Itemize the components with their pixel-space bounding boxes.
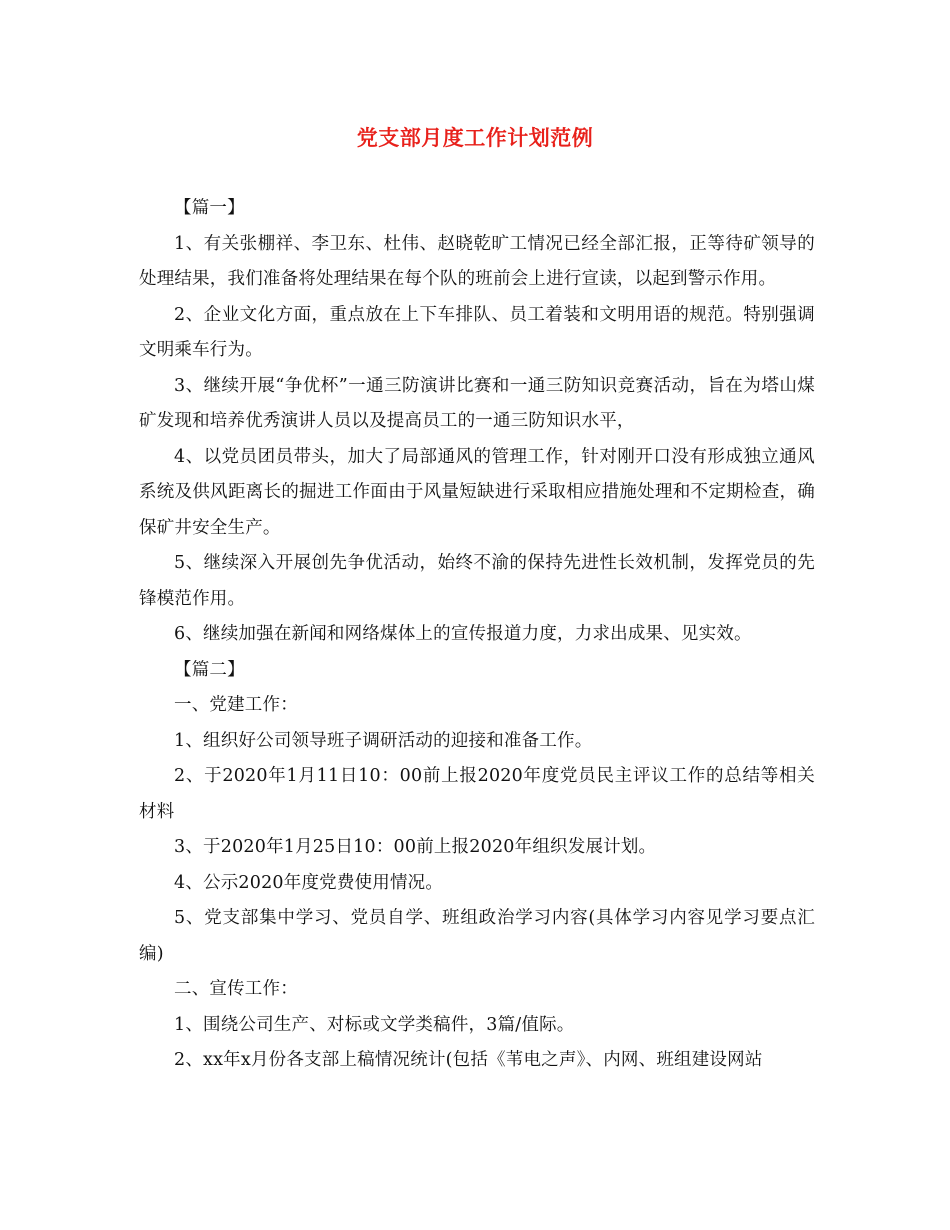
paragraph: 5、党支部集中学习、党员自学、班组政治学习内容(具体学习内容见学习要点汇编) [139, 908, 815, 964]
subsection-heading: 一、党建工作： [174, 695, 298, 715]
paragraph: 1、组织好公司领导班子调研活动的迎接和准备工作。 [174, 730, 593, 751]
paragraph: 3、继续开展“争优杯”一通三防演讲比赛和一通三防知识竞赛活动，旨在为塔山煤矿发现和培养优秀演讲人员以及提高员工的一通三防知识水平， [139, 375, 815, 431]
paragraph: 2、xx年x月份各支部上稿情况统计(包括《苇电之声》、内网、班组建设网站 [174, 1050, 763, 1070]
paragraph: 6、继续加强在新闻和网络煤体上的宣传报道力度，力求出成果、见实效。 [174, 624, 752, 644]
subsection-heading: 二、宣传工作： [174, 979, 298, 999]
paragraph: 4、公示2020年度党费使用情况。 [174, 872, 444, 893]
section-heading-1: 【篇一】 [174, 198, 245, 218]
section-heading-2: 【篇二】 [174, 659, 245, 680]
paragraph: 1、围绕公司生产、对标或文学类稿件，3篇/值际。 [174, 1014, 575, 1035]
paragraph: 5、继续深入开展创先争优活动，始终不渝的保持先进性长效机制，发挥党员的先锋模范作用。 [139, 553, 815, 609]
paragraph: 4、以党员团员带头，加大了局部通风的管理工作，针对刚开口没有形成独立通风系统及供风距离长的掘进工作面由于风量短缺进行采取相应措施处理和不定期检查，确保矿井安全生产。 [139, 446, 815, 538]
paragraph: 2、企业文化方面，重点放在上下车排队、员工着装和文明用语的规范。特别强调文明乘车行为。 [139, 304, 815, 360]
paragraph: 3、于2020年1月25日10：00前上报2020年组织发展计划。 [174, 837, 657, 857]
document-body [139, 191, 815, 1079]
document-title: 党支部月度工作计划范例 [356, 126, 594, 150]
paragraph: 2、于2020年1月11日10：00前上报2020年度党员民主评议工作的总结等相关材料 [139, 766, 815, 822]
paragraph: 1、有关张棚祥、李卫东、杜伟、赵晓乾旷工情况已经全部汇报，正等待矿领导的处理结果，我们准备将处理结果在每个队的班前会上进行宣读，以起到警示作用。 [139, 233, 815, 289]
